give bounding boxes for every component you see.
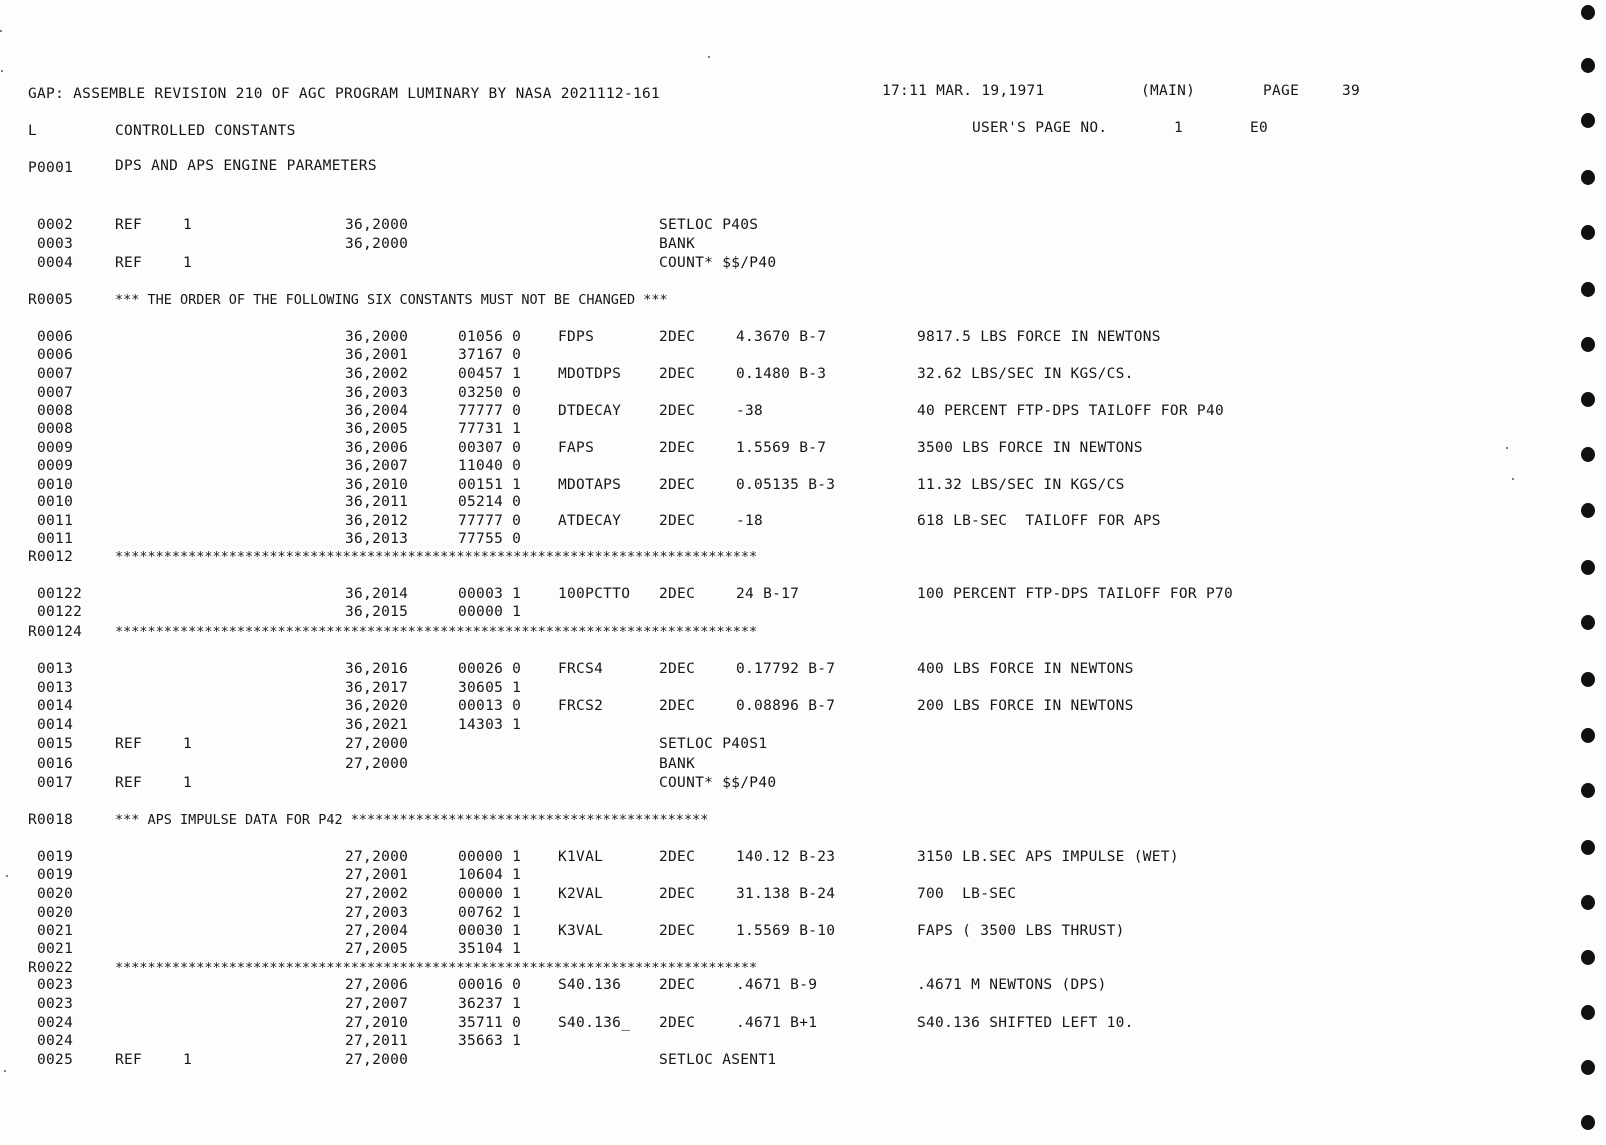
line-op: 2DEC: [659, 513, 696, 529]
line-addr: 36,2002: [345, 366, 409, 382]
line-op: 2DEC: [659, 698, 696, 714]
line-refn: 1: [183, 1052, 193, 1068]
line-op: 2DEC: [659, 440, 696, 456]
line-label: S40.136: [558, 977, 622, 993]
line-addr: 27,2010: [345, 1015, 409, 1031]
line-num: 0007: [37, 385, 74, 401]
line-addr: 27,2006: [345, 977, 409, 993]
feed-hole: [1581, 5, 1595, 20]
feed-hole: [1581, 503, 1595, 518]
line-num: 0016: [37, 756, 74, 772]
line-comment: 400 LBS FORCE IN NEWTONS: [917, 661, 1134, 677]
line-addr: 36,2004: [345, 403, 409, 419]
feed-hole: [1581, 728, 1595, 743]
line-addr: 27,2000: [345, 849, 409, 865]
line-label: FAPS: [558, 440, 595, 456]
line-num: R00124: [28, 624, 83, 640]
line-operand: 1.5569 B-7: [736, 440, 827, 456]
line-addr: 36,2005: [345, 421, 409, 437]
feed-hole: [1581, 1060, 1595, 1075]
user-page-label: USER'S PAGE NO.: [972, 120, 1108, 136]
line-num: 0023: [37, 977, 74, 993]
line-addr: 36,2010: [345, 477, 409, 493]
scan-speck: [1, 70, 3, 72]
line-comment: 3150 LB.SEC APS IMPULSE (WET): [917, 849, 1179, 865]
line-word: 00151 1: [458, 477, 522, 493]
feed-hole: [1581, 225, 1595, 240]
line-comment: 32.62 LBS/SEC IN KGS/CS.: [917, 366, 1134, 382]
line-num: 0009: [37, 440, 74, 456]
line-ref: REF: [115, 1052, 143, 1068]
line-operand: 31.138 B-24: [736, 886, 836, 902]
line-label: 100PCTTO: [558, 586, 631, 602]
line-addr: 36,2013: [345, 531, 409, 547]
line-op: SETLOC P40S: [659, 217, 759, 233]
line-word: 14303 1: [458, 717, 522, 733]
line-word: 77731 1: [458, 421, 522, 437]
line-operand: 140.12 B-23: [736, 849, 836, 865]
feed-hole: [1581, 560, 1595, 575]
line-label: FRCS4: [558, 661, 604, 677]
line-addr: 36,2000: [345, 329, 409, 345]
line-num: 0010: [37, 477, 74, 493]
scan-speck: [708, 56, 710, 58]
line-num: 0004: [37, 255, 74, 271]
line-operand: 0.05135 B-3: [736, 477, 836, 493]
line-banner: *******************************************************************************: [115, 549, 758, 565]
line-addr: 36,2007: [345, 458, 409, 474]
assembly-title: GAP: ASSEMBLE REVISION 210 OF AGC PROGRAM LUMINARY BY NASA 2021112-161: [28, 86, 661, 102]
feed-hole: [1581, 392, 1595, 407]
line-op: 2DEC: [659, 661, 696, 677]
line-label: MDOTDPS: [558, 366, 622, 382]
line-word: 00016 0: [458, 977, 522, 993]
line-word: 00000 1: [458, 886, 522, 902]
line-operand: 4.3670 B-7: [736, 329, 827, 345]
section-title: DPS AND APS ENGINE PARAMETERS: [115, 158, 377, 174]
line-word: 36237 1: [458, 996, 522, 1012]
line-label: S40.136_: [558, 1015, 631, 1031]
line-comment: 200 LBS FORCE IN NEWTONS: [917, 698, 1134, 714]
line-op: 2DEC: [659, 977, 696, 993]
line-op: 2DEC: [659, 477, 696, 493]
line-num: 0014: [37, 717, 74, 733]
feed-hole: [1581, 113, 1595, 128]
line-label: ATDECAY: [558, 513, 622, 529]
line-comment: FAPS ( 3500 LBS THRUST): [917, 923, 1125, 939]
line-num: 0024: [37, 1033, 74, 1049]
line-word: 10604 1: [458, 867, 522, 883]
line-ref: REF: [115, 775, 143, 791]
feed-hole: [1581, 672, 1595, 687]
line-operand: -18: [736, 513, 764, 529]
line-num: 0021: [37, 923, 74, 939]
feed-hole: [1581, 840, 1595, 855]
subheader-title: CONTROLLED CONSTANTS: [115, 123, 296, 139]
feed-hole: [1581, 447, 1595, 462]
line-num: 0010: [37, 494, 74, 510]
line-label: K3VAL: [558, 923, 604, 939]
line-op: 2DEC: [659, 366, 696, 382]
line-label: FRCS2: [558, 698, 604, 714]
line-word: 00457 1: [458, 366, 522, 382]
line-num: 0003: [37, 236, 74, 252]
line-addr: 27,2002: [345, 886, 409, 902]
feed-hole: [1581, 615, 1595, 630]
line-num: 0019: [37, 849, 74, 865]
line-word: 35711 0: [458, 1015, 522, 1031]
line-num: R0022: [28, 960, 74, 976]
line-addr: 36,2011: [345, 494, 409, 510]
line-num: 0020: [37, 905, 74, 921]
line-word: 00026 0: [458, 661, 522, 677]
line-num: 0011: [37, 513, 74, 529]
scan-speck: [4, 1070, 6, 1072]
line-num: 0007: [37, 366, 74, 382]
line-op: 2DEC: [659, 923, 696, 939]
line-word: 01056 0: [458, 329, 522, 345]
line-banner: *** APS IMPULSE DATA FOR P42 ********************************************: [115, 812, 709, 828]
line-word: 77777 0: [458, 403, 522, 419]
line-op: 2DEC: [659, 329, 696, 345]
line-refn: 1: [183, 775, 193, 791]
line-comment: 100 PERCENT FTP-DPS TAILOFF FOR P70: [917, 586, 1234, 602]
line-addr: 36,2014: [345, 586, 409, 602]
scan-speck: [1506, 447, 1508, 449]
line-operand: 1.5569 B-10: [736, 923, 836, 939]
line-addr: 27,2000: [345, 736, 409, 752]
line-label: DTDECAY: [558, 403, 622, 419]
line-num: 0013: [37, 680, 74, 696]
line-num: 0017: [37, 775, 74, 791]
line-num: 0008: [37, 421, 74, 437]
line-word: 35663 1: [458, 1033, 522, 1049]
line-addr: 27,2004: [345, 923, 409, 939]
line-label: MDOTAPS: [558, 477, 622, 493]
line-addr: 27,2001: [345, 867, 409, 883]
line-operand: .4671 B+1: [736, 1015, 818, 1031]
line-banner: *** THE ORDER OF THE FOLLOWING SIX CONSTANTS MUST NOT BE CHANGED ***: [115, 292, 668, 308]
line-num: 0002: [37, 217, 74, 233]
line-addr: 36,2001: [345, 347, 409, 363]
line-word: 00307 0: [458, 440, 522, 456]
line-word: 35104 1: [458, 941, 522, 957]
line-num: 0014: [37, 698, 74, 714]
line-num: R0018: [28, 812, 74, 828]
line-num: 0024: [37, 1015, 74, 1031]
line-addr: 36,2000: [345, 236, 409, 252]
line-num: 00122: [37, 586, 83, 602]
feed-hole: [1581, 282, 1595, 297]
line-ref: REF: [115, 736, 143, 752]
line-operand: 0.1480 B-3: [736, 366, 827, 382]
line-operand: 0.17792 B-7: [736, 661, 836, 677]
line-addr: 36,2017: [345, 680, 409, 696]
line-word: 77777 0: [458, 513, 522, 529]
line-banner: *******************************************************************************: [115, 624, 758, 640]
scan-speck: [1512, 478, 1514, 480]
segment-label: (MAIN): [1141, 83, 1196, 99]
feed-hole: [1581, 783, 1595, 798]
section-line-number: P0001: [28, 160, 74, 176]
line-addr: 36,2000: [345, 217, 409, 233]
user-page-number: 1: [1174, 120, 1184, 136]
line-word: 00762 1: [458, 905, 522, 921]
line-operand: -38: [736, 403, 764, 419]
line-num: 0008: [37, 403, 74, 419]
page-number: 39: [1342, 83, 1361, 99]
feed-hole: [1581, 1115, 1595, 1130]
line-op: BANK: [659, 756, 696, 772]
line-comment: 9817.5 LBS FORCE IN NEWTONS: [917, 329, 1161, 345]
line-op: 2DEC: [659, 886, 696, 902]
line-word: 37167 0: [458, 347, 522, 363]
feed-hole: [1581, 170, 1595, 185]
line-label: K2VAL: [558, 886, 604, 902]
line-num: 00122: [37, 604, 83, 620]
line-banner: *******************************************************************************: [115, 960, 758, 976]
line-addr: 36,2003: [345, 385, 409, 401]
line-word: 00000 1: [458, 849, 522, 865]
line-num: 0011: [37, 531, 74, 547]
line-label: FDPS: [558, 329, 595, 345]
line-op: 2DEC: [659, 1015, 696, 1031]
line-refn: 1: [183, 217, 193, 233]
line-op: COUNT* $$/P40: [659, 255, 777, 271]
line-comment: 618 LB-SEC TAILOFF FOR APS: [917, 513, 1161, 529]
line-addr: 27,2003: [345, 905, 409, 921]
line-op: COUNT* $$/P40: [659, 775, 777, 791]
line-word: 11040 0: [458, 458, 522, 474]
line-addr: 27,2007: [345, 996, 409, 1012]
line-num: 0006: [37, 347, 74, 363]
line-operand: .4671 B-9: [736, 977, 818, 993]
scan-speck: [0, 30, 2, 32]
feed-hole: [1581, 895, 1595, 910]
line-num: 0019: [37, 867, 74, 883]
line-op: SETLOC P40S1: [659, 736, 768, 752]
line-num: R0012: [28, 549, 74, 565]
line-addr: 36,2006: [345, 440, 409, 456]
line-addr: 36,2012: [345, 513, 409, 529]
feed-hole: [1581, 1005, 1595, 1020]
line-num: 0025: [37, 1052, 74, 1068]
line-operand: 24 B-17: [736, 586, 800, 602]
line-num: 0006: [37, 329, 74, 345]
assembly-timestamp: 17:11 MAR. 19,1971: [882, 83, 1045, 99]
line-num: 0023: [37, 996, 74, 1012]
line-addr: 36,2016: [345, 661, 409, 677]
line-num: 0021: [37, 941, 74, 957]
line-addr: 27,2011: [345, 1033, 409, 1049]
line-addr: 27,2000: [345, 1052, 409, 1068]
scan-speck: [6, 875, 8, 877]
line-op: 2DEC: [659, 403, 696, 419]
line-word: 00030 1: [458, 923, 522, 939]
line-word: 03250 0: [458, 385, 522, 401]
line-num: 0009: [37, 458, 74, 474]
page-label: PAGE: [1263, 83, 1300, 99]
line-comment: 11.32 LBS/SEC IN KGS/CS: [917, 477, 1125, 493]
line-word: 77755 0: [458, 531, 522, 547]
line-word: 00013 0: [458, 698, 522, 714]
line-comment: 3500 LBS FORCE IN NEWTONS: [917, 440, 1143, 456]
line-label: K1VAL: [558, 849, 604, 865]
line-operand: 0.08896 B-7: [736, 698, 836, 714]
line-refn: 1: [183, 255, 193, 271]
line-word: 30605 1: [458, 680, 522, 696]
line-addr: 36,2015: [345, 604, 409, 620]
line-num: R0005: [28, 292, 74, 308]
line-comment: 40 PERCENT FTP-DPS TAILOFF FOR P40: [917, 403, 1225, 419]
line-addr: 27,2005: [345, 941, 409, 957]
line-word: 00003 1: [458, 586, 522, 602]
line-op: SETLOC ASENT1: [659, 1052, 777, 1068]
feed-hole: [1581, 950, 1595, 965]
line-addr: 27,2000: [345, 756, 409, 772]
line-op: BANK: [659, 236, 696, 252]
line-ref: REF: [115, 217, 143, 233]
line-num: 0020: [37, 886, 74, 902]
line-comment: 700 LB-SEC: [917, 886, 1017, 902]
line-word: 05214 0: [458, 494, 522, 510]
line-op: 2DEC: [659, 849, 696, 865]
feed-hole: [1581, 337, 1595, 352]
line-comment: .4671 M NEWTONS (DPS): [917, 977, 1107, 993]
subheader-code: E0: [1250, 120, 1269, 136]
line-addr: 36,2021: [345, 717, 409, 733]
line-comment: S40.136 SHIFTED LEFT 10.: [917, 1015, 1134, 1031]
line-num: 0013: [37, 661, 74, 677]
feed-hole: [1581, 58, 1595, 73]
line-refn: 1: [183, 736, 193, 752]
line-ref: REF: [115, 255, 143, 271]
line-addr: 36,2020: [345, 698, 409, 714]
subheader-tag: L: [28, 123, 38, 139]
line-num: 0015: [37, 736, 74, 752]
line-word: 00000 1: [458, 604, 522, 620]
line-op: 2DEC: [659, 586, 696, 602]
